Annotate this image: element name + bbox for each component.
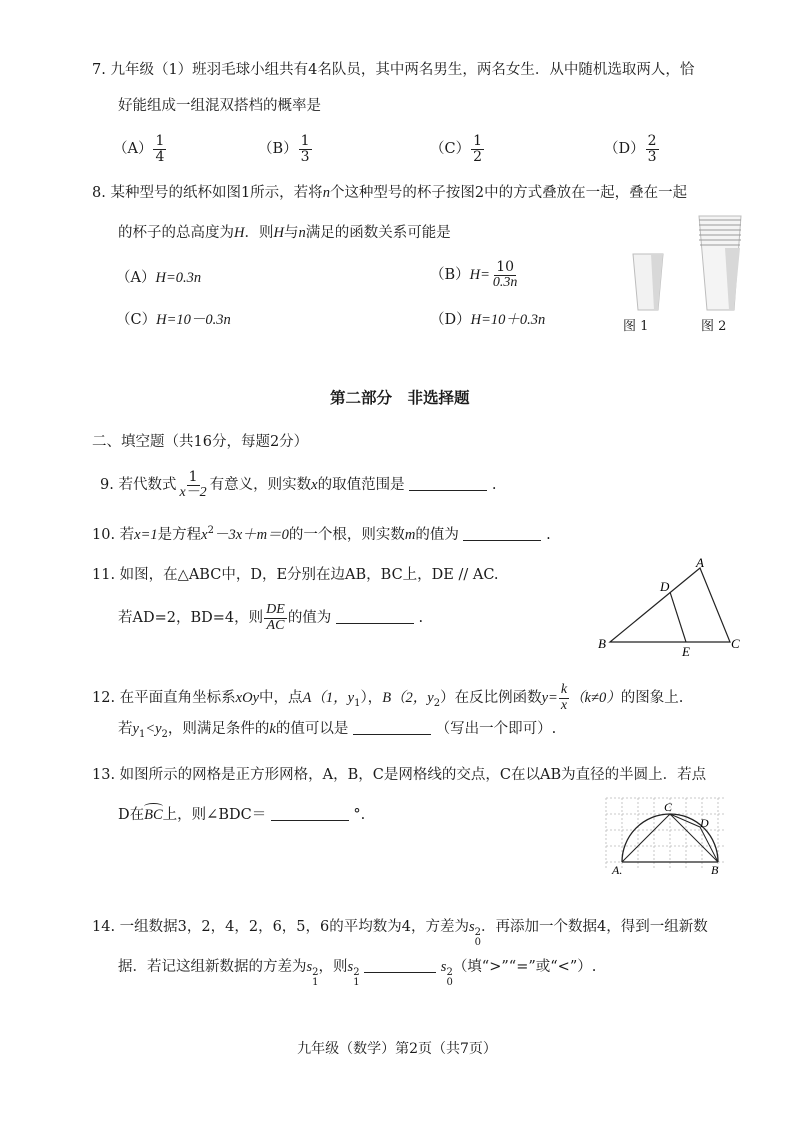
label-d: D	[700, 816, 709, 830]
q8-number: 8.	[92, 185, 106, 201]
figure-2-caption: 图 2	[701, 319, 727, 334]
label-a: A.	[612, 863, 623, 877]
q7-line2: 好能组成一组混双搭档的概率是	[118, 98, 321, 114]
q12-line2: 若$y_1<y_2$，则满足条件的k的值可以是 （写出一个即可）.	[118, 721, 557, 740]
q12-number: 12.	[92, 690, 116, 707]
q14-line2: 据．若记这组新数据的方差为s 2 1 ，则s 2 1 s 2 0 （填“>”“=”或“<”）.	[118, 959, 597, 988]
label-e: E	[682, 644, 690, 659]
q7-text: 九年级（1）班羽毛球小组共有4名队员，其中两名男生，两名女生．从中随机选取两人，恰	[110, 62, 695, 78]
cup-stack-image	[699, 216, 741, 310]
cup-figures	[615, 212, 755, 314]
q9-number: 9.	[100, 477, 114, 494]
q11-line1: 11. 如图，在△ABC中，D，E分别在边AB，BC上，DE // AC.	[92, 567, 499, 583]
q10: 10. 若x=1是方程$x^2-3x+m=0$的一个根，则实数m的值为 .	[92, 525, 551, 543]
grid-semicircle-diagram	[600, 794, 734, 878]
section2-heading: 二、填空题（共16分，每题2分）	[92, 434, 309, 450]
q11-number: 11.	[92, 567, 116, 583]
answer-blank[interactable]	[336, 609, 414, 624]
figure-1-caption: 图 1	[623, 319, 649, 334]
q8-option-a: （A）H=0.3n	[116, 270, 202, 286]
q7-option-c: （C） $\frac{1}{2}$	[430, 133, 483, 165]
fraction: $\frac{2}{3}$	[647, 133, 657, 165]
page-footer: 九年级（数学）第2页（共7页）	[297, 1041, 497, 1057]
q8-option-c: （C）H=10－0.3n	[116, 312, 231, 328]
label-a: A	[696, 556, 704, 570]
fraction: $\frac{k}{x}$	[560, 682, 568, 713]
triangle-diagram	[592, 556, 742, 660]
q7-option-a: （A） $\frac{1}{4}$	[113, 133, 165, 165]
answer-blank[interactable]	[353, 720, 431, 735]
fraction: $\frac{1}{2}$	[473, 133, 483, 165]
q7-line1	[92, 58, 694, 79]
fraction: $\frac{1}{3}$	[300, 133, 310, 165]
q13-number: 13.	[92, 767, 116, 783]
answer-blank[interactable]	[463, 526, 541, 541]
q10-number: 10.	[92, 527, 116, 543]
label-b: B	[598, 636, 606, 651]
part2-title: 第二部分 非选择题	[330, 388, 470, 407]
fraction: $\frac{DE}{AC}$	[266, 602, 285, 633]
q14-line1: 14. 一组数据3，2，4，2，6，5，6的平均数为4，方差为s 2 0 ．再添加一个数据4，得到一组新数	[92, 919, 708, 948]
fraction: $\frac{1}{4}$	[155, 133, 165, 165]
fraction: $\frac{10}{0.3n}$	[492, 259, 518, 290]
answer-blank[interactable]	[271, 806, 349, 821]
q8-line2: 的杯子的总高度为H．则H与n满足的函数关系可能是	[118, 225, 451, 241]
q13-line1: 13. 如图所示的网格是正方形网格，A，B，C是网格线的交点，C在以AB为直径的半圆上．若点	[92, 767, 707, 783]
q7-option-d: （D） $\frac{2}{3}$	[604, 133, 657, 165]
label-b: B	[711, 863, 719, 877]
cup-single-image	[633, 254, 663, 310]
answer-blank[interactable]	[409, 476, 487, 491]
arc-bc: BC	[144, 807, 163, 823]
q13-line2: D在BC上，则∠BDC＝ °.	[118, 807, 366, 823]
q7-number: 7.	[92, 62, 106, 78]
label-c: C	[731, 636, 740, 651]
q14-number: 14.	[92, 919, 116, 935]
q8-option-d: （D）H=10＋0.3n	[430, 312, 546, 328]
fraction: $\frac{1}{x-2}$	[179, 469, 207, 500]
q8-line1: 8. 某种型号的纸杯如图1所示，若将n个这种型号的杯子按图2中的方式叠放在一起，叠在一起	[92, 185, 688, 201]
label-c: C	[664, 800, 673, 814]
q8-option-b: （B）H= $\frac{10}{0.3n}$	[430, 259, 518, 290]
answer-blank[interactable]	[364, 958, 436, 973]
q11-line2: 若AD=2，BD=4，则 $\frac{DE}{AC}$ 的值为 .	[118, 602, 424, 633]
q7-option-b: （B） $\frac{1}{3}$	[258, 133, 310, 165]
q12-line1: 12. 在平面直角坐标系xOy中，点A（1，$y_1$），B（2，$y_2$）在反比例函数y= $\frac{k}{x}$ （k≠0）的图象上.	[92, 682, 684, 713]
q9: 9. 若代数式 $\frac{1}{x-2}$ 有意义，则实数x的取值范围是 .	[100, 469, 497, 500]
label-d: D	[660, 579, 670, 594]
